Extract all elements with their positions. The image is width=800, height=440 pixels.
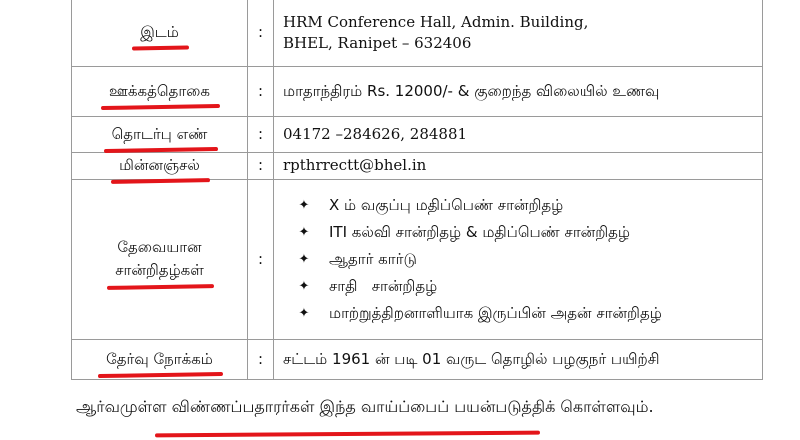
- star-bullet-icon: ✦: [298, 279, 310, 294]
- list-item: ✦ மாற்றுத்திறனாளியாக இருப்பின் அதன் சான்றிதழ்: [283, 300, 762, 327]
- contact-value: 04172 –284626, 284881: [274, 116, 763, 152]
- email-value: rpthrrectt@bhel.in: [274, 152, 763, 179]
- certificates-cell: [274, 179, 763, 339]
- table-row-email: [72, 152, 763, 179]
- email-label: மின்னஞ்சல்: [119, 156, 200, 174]
- table-row-purpose: [72, 339, 763, 379]
- colon: :: [248, 339, 274, 379]
- label-cell: [72, 152, 248, 179]
- red-underline: [107, 284, 214, 290]
- list-item: ✦ ஆதார் கார்டு: [283, 246, 762, 273]
- red-underline: [155, 431, 540, 438]
- colon: :: [248, 66, 274, 116]
- star-bullet-icon: ✦: [298, 306, 310, 321]
- red-underline: [132, 46, 189, 51]
- label-cell: [72, 66, 248, 116]
- table-row-stipend: [72, 66, 763, 116]
- colon: :: [248, 152, 274, 179]
- colon: :: [248, 179, 274, 339]
- contact-label: தொடர்பு எண்: [111, 124, 208, 143]
- venue-line-1: HRM Conference Hall, Admin. Building,: [283, 12, 589, 31]
- list-item: ✦ X ம் வகுப்பு மதிப்பெண் சான்றிதழ்: [283, 192, 762, 219]
- details-table: [71, 0, 763, 380]
- table-row-venue: [72, 0, 763, 66]
- label-cell: [72, 0, 248, 66]
- purpose-label: தேர்வு நோக்கம்: [106, 349, 213, 368]
- venue-label: இடம்: [140, 23, 179, 42]
- list-item: ✦ ITI கல்வி சான்றிதழ் & மதிப்பெண் சான்றிதழ்: [283, 219, 762, 246]
- red-underline: [101, 103, 220, 109]
- certificates-label-line-1: தேவையான: [117, 238, 202, 256]
- star-bullet-icon: ✦: [298, 252, 310, 267]
- certificates-list: [283, 185, 762, 333]
- label-cell: [72, 116, 248, 152]
- value-cell: [274, 0, 763, 66]
- table-row-contact: [72, 116, 763, 152]
- venue-line-2: BHEL, Ranipet – 632406: [283, 33, 472, 52]
- colon: :: [248, 0, 274, 66]
- star-bullet-icon: ✦: [298, 198, 310, 213]
- footer-note: ஆர்வமுள்ள விண்ணப்பதாரர்கள் இந்த வாய்ப்பைப் பயன்படுத்திக் கொள்ளவும்.: [76, 397, 654, 416]
- certificates-label-line-2: சான்றிதழ்கள்: [115, 261, 204, 279]
- label-cell: [72, 339, 248, 379]
- stipend-value: மாதாந்திரம் Rs. 12000/- & குறைந்த விலையில் உணவு: [274, 66, 763, 116]
- list-item: ✦ சாதி சான்றிதழ்: [283, 273, 762, 300]
- label-cell: [72, 179, 248, 339]
- star-bullet-icon: ✦: [298, 225, 310, 240]
- colon: :: [248, 116, 274, 152]
- table-row-certificates: [72, 179, 763, 339]
- purpose-value: சட்டம் 1961 ன் படி 01 வருட தொழில் பழகுநர் பயிற்சி: [274, 339, 763, 379]
- stipend-label: ஊக்கத்தொகை: [109, 81, 210, 100]
- red-underline: [98, 371, 223, 377]
